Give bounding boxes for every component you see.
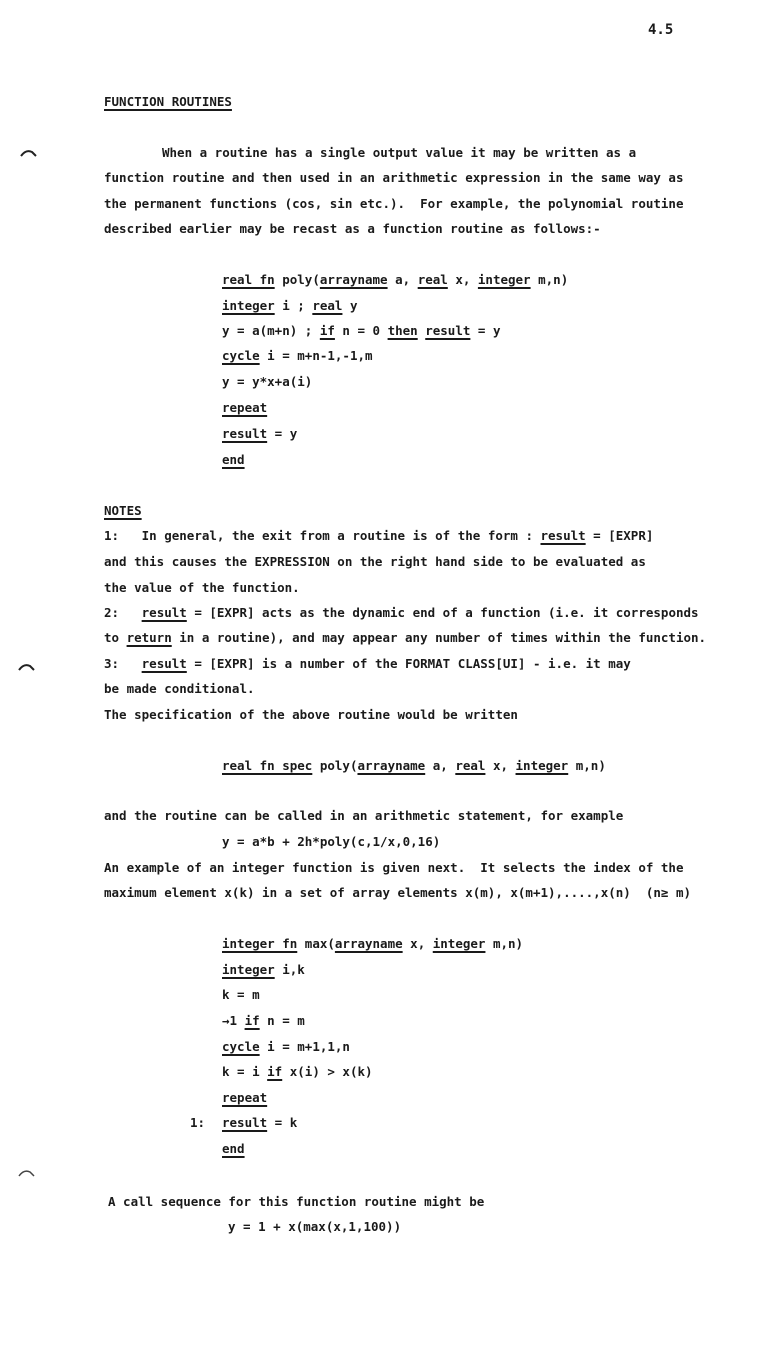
code-line: k = i if x(i) > x(k) [222,1064,373,1079]
code-line: result = k [222,1115,298,1130]
code-line: integer i,k [222,962,305,977]
code-line: real fn spec poly(arrayname a, real x, integer m,n) [222,758,606,773]
code-line: repeat [222,400,268,415]
note-line: and this causes the EXPRESSION on the right hand side to be evaluated as [104,554,646,569]
intro-line: the permanent functions (cos, sin etc.). For example, the polynomial routine [104,196,684,211]
code-line: real fn poly(arrayname a, real x, integer m,n) [222,272,569,287]
code-line: cycle i = m+1,1,n [222,1039,350,1054]
code-line: repeat [222,1090,268,1105]
code-line: end [222,452,245,467]
body-line: and the routine can be called in an arithmetic statement, for example [104,808,624,823]
code-line: end [222,1141,245,1156]
intro-line: When a routine has a single output value it may be written as a [162,145,637,160]
margin-mark [20,148,38,158]
margin-mark [18,1168,36,1178]
intro-line: function routine and then used in an arithmetic expression in the same way as [104,170,684,185]
code-line: cycle i = m+n-1,-1,m [222,348,373,363]
code-line: y = y*x+a(i) [222,374,313,389]
code-line: →1 if n = m [222,1013,305,1028]
note-line: to return in a routine), and may appear any number of times within the function. [104,630,707,645]
code-line: y = a*b + 2h*poly(c,1/x,0,16) [222,834,441,849]
code-line: y = a(m+n) ; if n = 0 then result = y [222,323,501,338]
note-line: 1: In general, the exit from a routine is of the form : result = [EXPR] [104,528,654,543]
body-line: An example of an integer function is given next. It selects the index of the [104,860,684,875]
note-line: The specification of the above routine would be written [104,707,518,722]
body-line: A call sequence for this function routine might be [108,1194,485,1209]
code-line: integer fn max(arrayname x, integer m,n) [222,936,524,951]
code-line: y = 1 + x(max(x,1,100)) [228,1219,402,1234]
note-line: 3: result = [EXPR] is a number of the FORMAT CLASS[UI] - i.e. it may [104,656,631,671]
code-line: k = m [222,987,260,1002]
intro-line: described earlier may be recast as a function routine as follows:- [104,221,601,236]
section-title: FUNCTION ROUTINES [104,94,232,109]
note-line: the value of the function. [104,580,300,595]
note-line: be made conditional. [104,681,255,696]
body-line: maximum element x(k) in a set of array elements x(m), x(m+1),....,x(n) (n≥ m) [104,885,691,900]
code-label: 1: [190,1115,206,1130]
margin-mark [18,662,36,672]
code-line: integer i ; real y [222,298,358,313]
notes-heading: NOTES [104,503,142,518]
note-line: 2: result = [EXPR] acts as the dynamic end of a function (i.e. it corresponds [104,605,699,620]
page-number: 4.5 [648,22,674,38]
code-line: result = y [222,426,298,441]
